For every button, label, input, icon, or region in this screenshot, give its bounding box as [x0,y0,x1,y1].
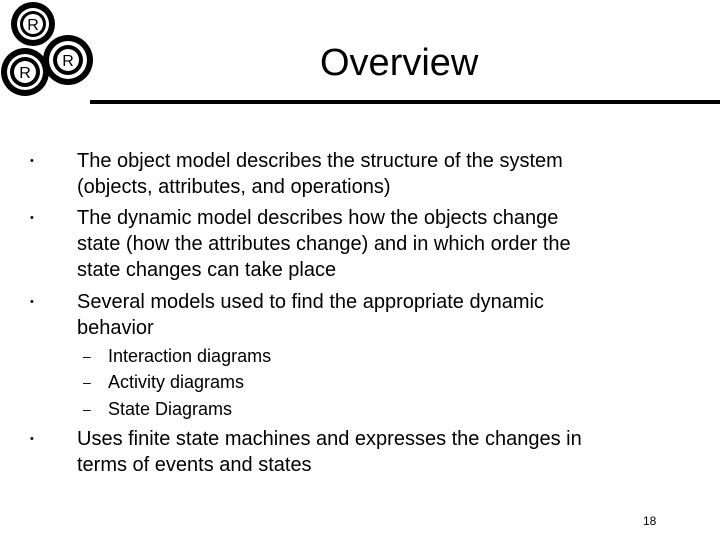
sub-bullet-marker: – [83,374,91,390]
sub-bullet-text: Interaction diagrams [108,346,272,366]
bullet-line: The dynamic model describes how the objects change [77,207,559,229]
bullet-line: The object model describes the structure of the system [77,150,563,172]
slide-title: Overview [320,42,479,84]
sub-bullet-text: Activity diagrams [108,372,245,392]
bullet-line: terms of events and states [77,454,312,476]
sub-bullet-marker: – [83,401,91,417]
bullet-text [77,426,582,478]
bullet-line: Several models used to find the appropriate dynamic [77,291,544,313]
page-number: 18 [643,514,657,528]
gear-top-letter: R [27,17,39,34]
bullet-marker: • [30,296,34,308]
gear-left-letter: R [19,65,31,82]
bullet-line: (objects, attributes, and operations) [77,176,391,198]
bullet-marker: • [30,433,34,445]
gear-right-letter: R [62,53,74,70]
sub-bullet-marker: – [83,348,91,364]
bullet-text [77,205,571,283]
bullet-line: state (how the attributes change) and in which order the [77,233,571,255]
bullet-line: state changes can take place [77,259,337,281]
sub-bullet-text: State Diagrams [108,399,233,419]
bullet-text [77,148,563,200]
bullet-line: behavior [77,317,154,339]
bullet-line: Uses finite state machines and expresses the changes in [77,428,582,450]
bullet-marker: • [30,212,34,224]
bullet-text [77,289,544,341]
bullet-marker: • [30,155,34,167]
